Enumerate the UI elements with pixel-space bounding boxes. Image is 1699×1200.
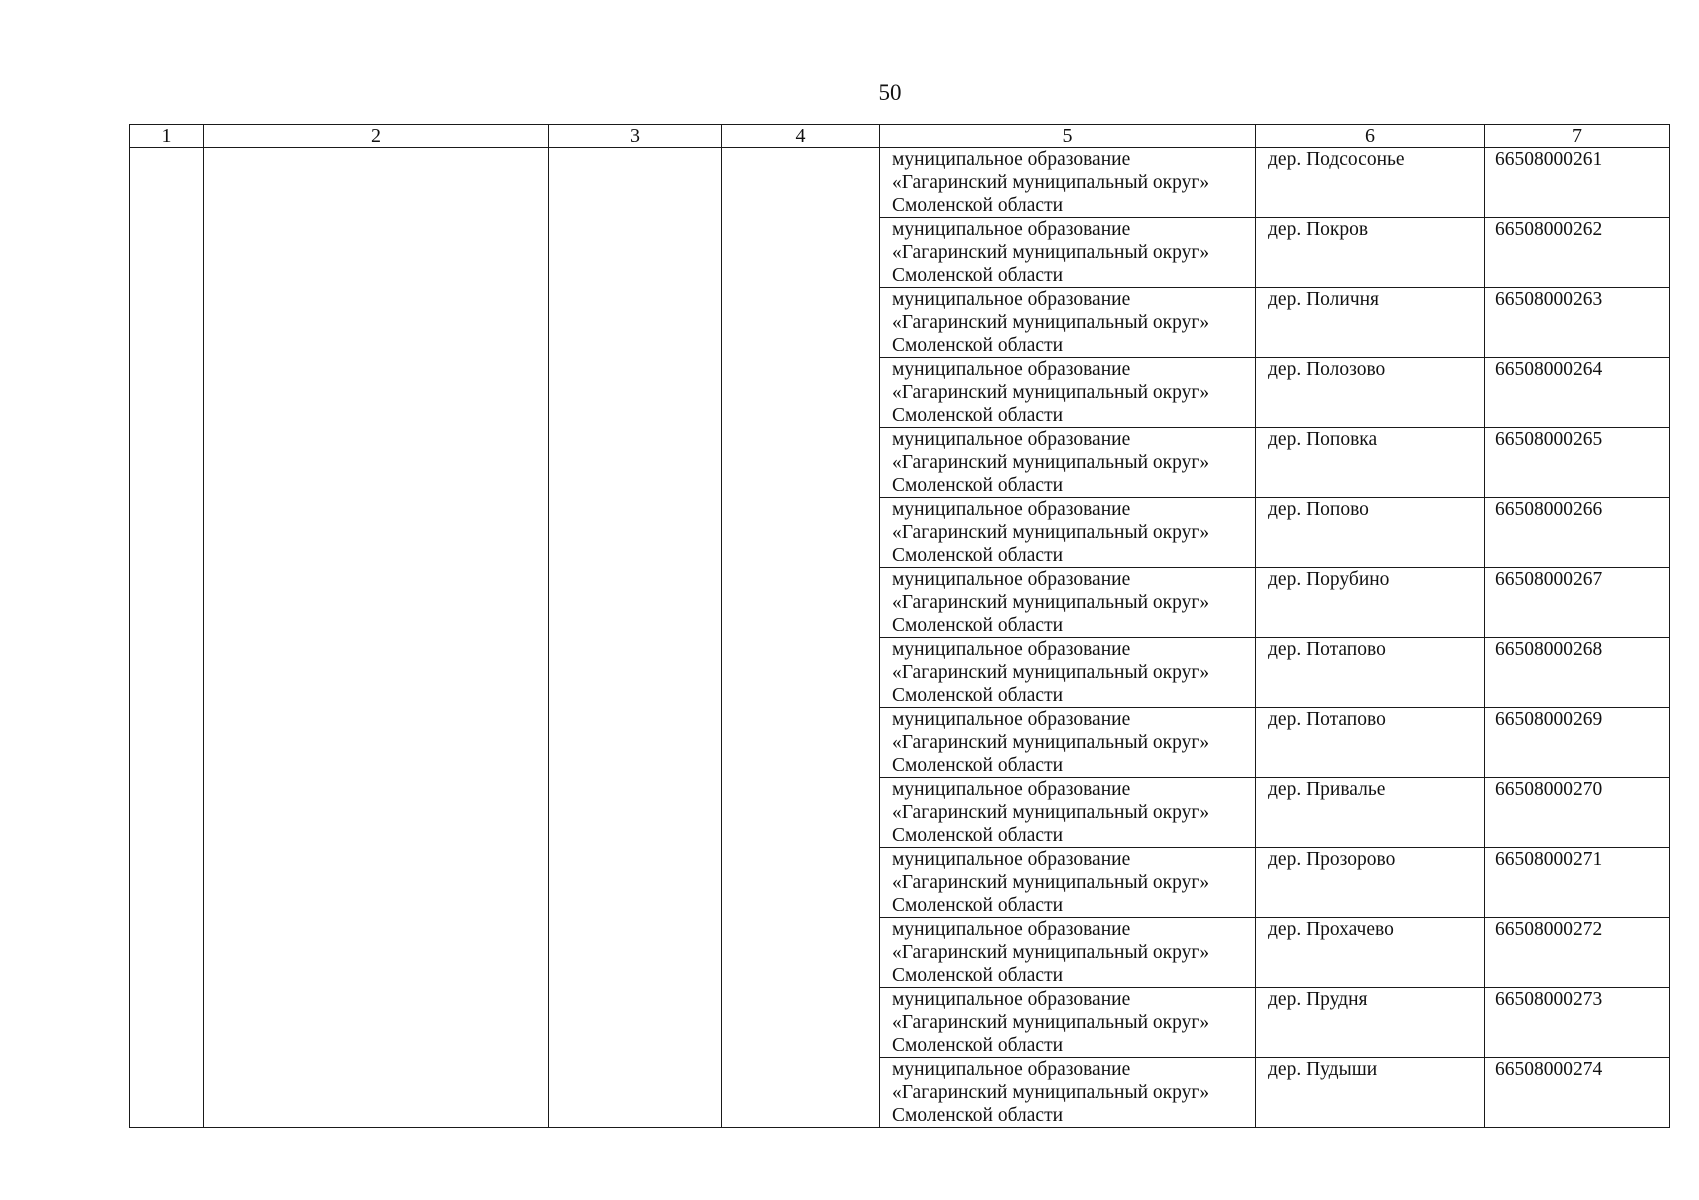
oktmo-code-cell: 66508000274 (1485, 1058, 1670, 1128)
municipality-line: Смоленской области (892, 195, 1064, 216)
settlement-cell: дер. Прудня (1256, 988, 1485, 1058)
municipality-line: Смоленской области (892, 265, 1064, 286)
municipality-line: «Гагаринский муниципальный округ» (892, 942, 1210, 963)
municipality-line: Смоленской области (892, 685, 1064, 706)
column-header-5: 5 (880, 125, 1256, 148)
municipality-line: «Гагаринский муниципальный округ» (892, 732, 1210, 753)
municipality-line: «Гагаринский муниципальный округ» (892, 452, 1210, 473)
column-header-3: 3 (549, 125, 722, 148)
municipality-cell (880, 498, 1256, 568)
municipality-cell (880, 358, 1256, 428)
municipality-line: Смоленской области (892, 1035, 1064, 1056)
municipality-line: «Гагаринский муниципальный округ» (892, 592, 1210, 613)
municipality-line: «Гагаринский муниципальный округ» (892, 1082, 1210, 1103)
municipality-line: Смоленской области (892, 335, 1064, 356)
column-header-2: 2 (204, 125, 549, 148)
municipality-line: муниципальное образование (892, 289, 1131, 310)
municipality-line: «Гагаринский муниципальный округ» (892, 662, 1210, 683)
page-number: 50 (878, 80, 902, 105)
settlement-cell: дер. Прохачево (1256, 918, 1485, 988)
table-body (130, 148, 1670, 1128)
settlements-table (129, 124, 1670, 1128)
municipality-line: «Гагаринский муниципальный округ» (892, 802, 1210, 823)
municipality-line: муниципальное образование (892, 359, 1131, 380)
municipality-line: Смоленской области (892, 895, 1064, 916)
municipality-cell (880, 708, 1256, 778)
municipality-line: муниципальное образование (892, 989, 1131, 1010)
municipality-line: «Гагаринский муниципальный округ» (892, 382, 1210, 403)
municipality-line: муниципальное образование (892, 499, 1131, 520)
empty-column-1 (130, 148, 204, 1128)
empty-column-2 (204, 148, 549, 1128)
municipality-line: «Гагаринский муниципальный округ» (892, 312, 1210, 333)
municipality-cell (880, 1058, 1256, 1128)
municipality-line: «Гагаринский муниципальный округ» (892, 872, 1210, 893)
column-header-7: 7 (1485, 125, 1670, 148)
municipality-cell (880, 568, 1256, 638)
municipality-line: муниципальное образование (892, 429, 1131, 450)
oktmo-code-cell: 66508000268 (1485, 638, 1670, 708)
settlement-cell: дер. Потапово (1256, 708, 1485, 778)
table-header (130, 125, 1670, 148)
settlement-cell: дер. Порубино (1256, 568, 1485, 638)
municipality-line: муниципальное образование (892, 639, 1131, 660)
empty-column-3 (549, 148, 722, 1128)
settlement-cell: дер. Полозово (1256, 358, 1485, 428)
settlement-cell: дер. Привалье (1256, 778, 1485, 848)
column-header-4: 4 (722, 125, 880, 148)
municipality-line: «Гагаринский муниципальный округ» (892, 242, 1210, 263)
settlement-cell: дер. Подсосонье (1256, 148, 1485, 218)
municipality-cell (880, 148, 1256, 218)
municipality-line: Смоленской области (892, 755, 1064, 776)
oktmo-code-cell: 66508000271 (1485, 848, 1670, 918)
municipality-line: Смоленской области (892, 545, 1064, 566)
municipality-line: «Гагаринский муниципальный округ» (892, 522, 1210, 543)
settlement-cell: дер. Прозорово (1256, 848, 1485, 918)
settlement-cell: дер. Покров (1256, 218, 1485, 288)
oktmo-code-cell: 66508000263 (1485, 288, 1670, 358)
empty-column-4 (722, 148, 880, 1128)
table-row (130, 148, 1670, 218)
municipality-cell (880, 288, 1256, 358)
municipality-line: «Гагаринский муниципальный округ» (892, 1012, 1210, 1033)
municipality-line: муниципальное образование (892, 919, 1131, 940)
municipality-cell (880, 918, 1256, 988)
municipality-line: «Гагаринский муниципальный округ» (892, 172, 1210, 193)
municipality-line: муниципальное образование (892, 219, 1131, 240)
header-row (130, 125, 1670, 148)
oktmo-code-cell: 66508000270 (1485, 778, 1670, 848)
settlement-cell: дер. Пудыши (1256, 1058, 1485, 1128)
oktmo-code-cell: 66508000272 (1485, 918, 1670, 988)
municipality-line: муниципальное образование (892, 709, 1131, 730)
oktmo-code-cell: 66508000273 (1485, 988, 1670, 1058)
municipality-line: Смоленской области (892, 825, 1064, 846)
municipality-line: Смоленской области (892, 405, 1064, 426)
municipality-line: муниципальное образование (892, 569, 1131, 590)
municipality-line: Смоленской области (892, 1105, 1064, 1126)
municipality-cell (880, 848, 1256, 918)
oktmo-code-cell: 66508000265 (1485, 428, 1670, 498)
municipality-cell (880, 638, 1256, 708)
oktmo-code-cell: 66508000267 (1485, 568, 1670, 638)
municipality-line: Смоленской области (892, 965, 1064, 986)
municipality-line: Смоленской области (892, 475, 1064, 496)
municipality-line: муниципальное образование (892, 1059, 1131, 1080)
settlement-cell: дер. Попово (1256, 498, 1485, 568)
municipality-line: муниципальное образование (892, 149, 1131, 170)
municipality-cell (880, 778, 1256, 848)
municipality-line: муниципальное образование (892, 779, 1131, 800)
municipality-cell (880, 988, 1256, 1058)
column-header-1: 1 (130, 125, 204, 148)
oktmo-code-cell: 66508000262 (1485, 218, 1670, 288)
oktmo-code-cell: 66508000264 (1485, 358, 1670, 428)
oktmo-code-cell: 66508000269 (1485, 708, 1670, 778)
settlement-cell: дер. Поличня (1256, 288, 1485, 358)
municipality-cell (880, 428, 1256, 498)
oktmo-code-cell: 66508000261 (1485, 148, 1670, 218)
municipality-line: муниципальное образование (892, 849, 1131, 870)
municipality-cell (880, 218, 1256, 288)
oktmo-code-cell: 66508000266 (1485, 498, 1670, 568)
settlement-cell: дер. Потапово (1256, 638, 1485, 708)
municipality-line: Смоленской области (892, 615, 1064, 636)
column-header-6: 6 (1256, 125, 1485, 148)
settlement-cell: дер. Поповка (1256, 428, 1485, 498)
